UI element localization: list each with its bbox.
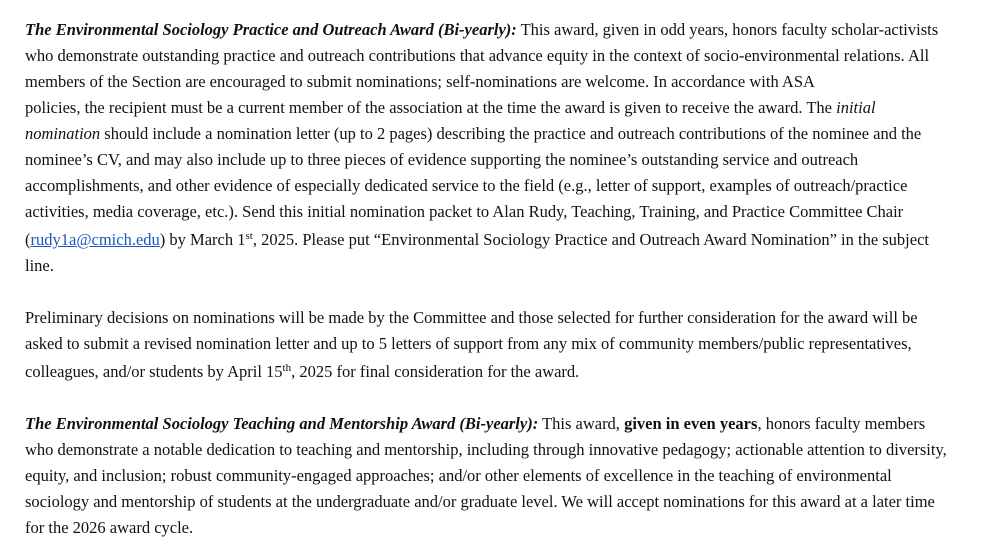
p1-line-6: nominee’s CV, and may also include up to three pieces of evidence supporting the nominee’s outstanding service and outreach — [25, 150, 859, 169]
p1-line-1 — [25, 17, 938, 43]
p1-paren-open: ( — [25, 230, 31, 249]
p2-ordinal-suffix: th — [282, 362, 292, 374]
p1-award-title: The Environmental Sociology Practice and Outreach Award (Bi-yearly): — [25, 20, 517, 39]
p3-even-years: given in even years — [624, 414, 758, 433]
p1-line-2: who demonstrate outstanding practice and outreach contributions that advance equity in the context of socio-environmental relations. All — [25, 46, 930, 65]
p3-line-2: who demonstrate a notable dedication to teaching and mentorship, including through innovative pedagogy; actionable attention to diversity, — [25, 440, 947, 459]
p3-line-1-text: This award, — [538, 414, 625, 433]
p3-line-1 — [25, 411, 925, 437]
p1-line-7: accomplishments, and other evidence of especially dedicated service to the field (e.g., letter of support, examples of outreach/practice — [25, 176, 908, 195]
p1-initial-word: initial — [836, 98, 876, 117]
p2-line-3 — [25, 359, 579, 385]
p1-nomination-word: nomination — [25, 124, 101, 143]
p3-award-title: The Environmental Sociology Teaching and Mentorship Award (Bi-yearly): — [25, 414, 539, 433]
p1-line-4-text: policies, the recipient must be a current member of the association at the time the award is given to receive the award. The — [25, 98, 837, 117]
p2-line-2: asked to submit a revised nomination letter and up to 5 letters of support from any mix of community members/public representatives, — [25, 334, 912, 353]
p1-line-9 — [25, 227, 929, 253]
email-link[interactable]: rudy1a@cmich.edu — [30, 230, 160, 249]
p2-line-3-text: colleagues, and/or students by April 15 — [25, 362, 283, 381]
p1-line-8: activities, media coverage, etc.). Send this initial nomination packet to Alan Rudy, Teaching, Training, and Practice Committee Chair — [25, 202, 904, 221]
p1-line-5 — [25, 121, 921, 147]
p1-line-9-date: ) by March 1 — [159, 230, 246, 249]
p3-line-1-end: , honors faculty members — [757, 414, 926, 433]
p3-line-5: for the 2026 award cycle. — [25, 518, 194, 537]
p1-line-3: members of the Section are encouraged to submit nominations; self-nominations are welcome. In accordance with ASA — [25, 72, 815, 91]
p1-line-9-text: , 2025. Please put “Environmental Sociology Practice and Outreach Award Nomination” in the subject — [252, 230, 929, 249]
p2-line-3-end: , 2025 for final consideration for the award. — [291, 362, 580, 381]
p1-line-1-text: This award, given in odd years, honors faculty scholar-activists — [516, 20, 939, 39]
p3-line-4: sociology and mentorship of students at the undergraduate and/or graduate level. We will accept nominations for this award at a later time — [25, 492, 935, 511]
p3-line-3: equity, and inclusion; robust community-engaged approaches; and/or other elements of excellence in the teaching of environmental — [25, 466, 892, 485]
p1-line-5-text: should include a nomination letter (up to 2 pages) describing the practice and outreach contributions of the nominee and the — [100, 124, 922, 143]
p1-line-4 — [25, 95, 876, 121]
p2-line-1: Preliminary decisions on nominations will be made by the Committee and those selected for further consideration for the award will be — [25, 308, 918, 327]
p1-line-10: line. — [25, 256, 54, 275]
p1-ordinal-suffix: st — [245, 230, 253, 242]
